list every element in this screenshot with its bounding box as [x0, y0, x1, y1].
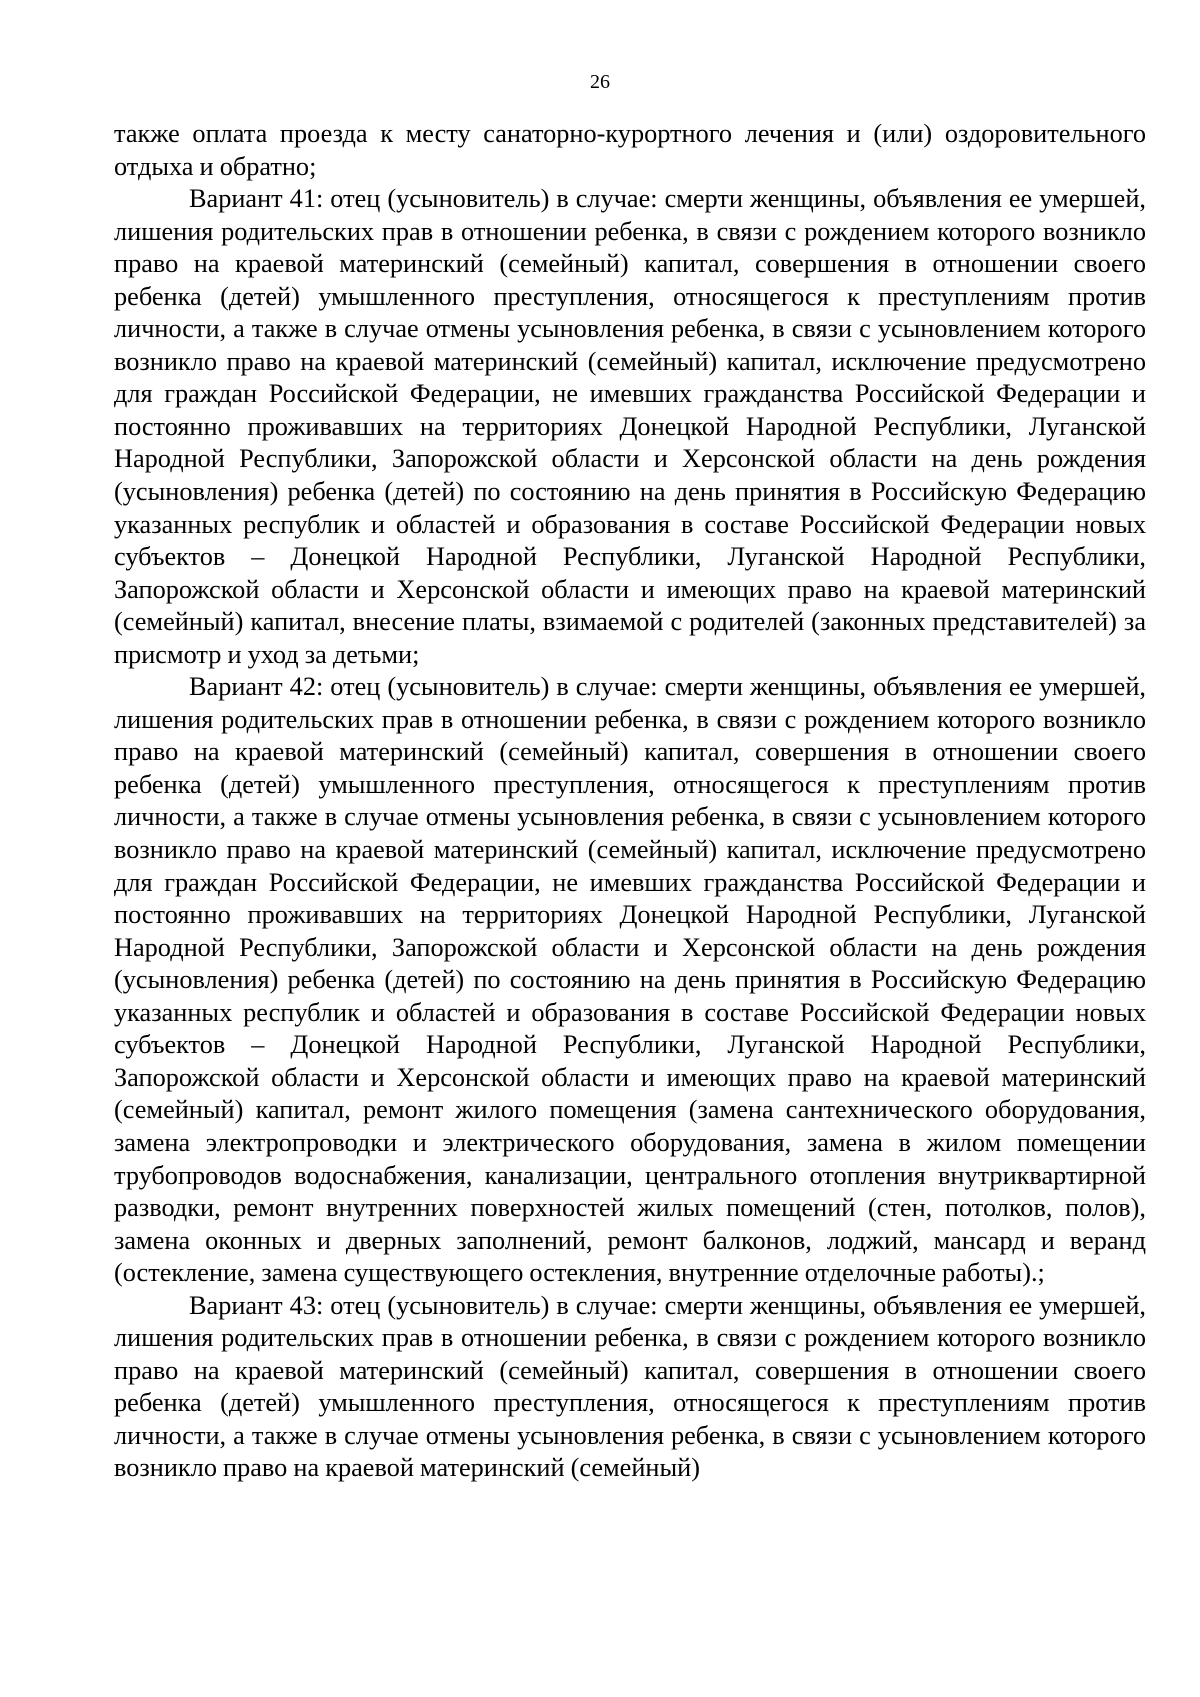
document-body [114, 118, 1146, 1485]
paragraph-variant-43: Вариант 43: отец (усыновитель) в случае: смерти женщины, объявления ее умершей, лишения родительских прав в отношении ребенка, в связи с рождением которого возникло право на краевой материнский (семейный) капитал, совершения в отношении своего ребенка (детей) умышленного преступления, относящегося к преступлениям против личности, а также в случае отмены усыновления ребенка, в связи с усыновлением которого возникло право на краевой материнский (семейный) [114, 1290, 1146, 1483]
paragraph-variant-42: Вариант 42: отец (усыновитель) в случае: смерти женщины, объявления ее умершей, лишения родительских прав в отношении ребенка, в связи с рождением которого возникло право на краевой материнский (семейный) капитал, совершения в отношении своего ребенка (детей) умышленного преступления, относящегося к преступлениям против личности, а также в случае отмены усыновления ребенка, в связи с усыновлением которого возникло право на краевой материнский (семейный) капитал, исключение предусмотрено для граждан Российской Федерации, не имевших гражданства Российской Федерации и постоянно проживавших на территориях Донецкой Народной Республики, Луганской Народной Республики, Запорожской области и Херсонской области на день рождения (усыновления) ребенка (детей) по состоянию на день принятия в Российскую Федерацию указанных республик и областей и образования в составе Российской Федерации новых субъектов – Донецкой Народной Республики, Луганской Народной Республики, Запорожской области и Херсонской области и имеющих право на краевой материнский (семейный) капитал, ремонт жилого помещения (замена сантехнического оборудования, замена электропроводки и электрического оборудования, замена в жилом помещении трубопроводов водоснабжения, канализации, центрального отопления внутриквартирной разводки, ремонт внутренних поверхностей жилых помещений (стен, потолков, полов), замена оконных и дверных заполнений, ремонт балконов, лоджий, мансард и веранд (остекление, замена существующего остекления, внутренние отделочные работы).; [114, 672, 1146, 1288]
page-number: 26 [590, 71, 610, 93]
paragraph-continuation: также оплата проезда к месту санаторно-курортного лечения и (или) оздоровительного отдыха и обратно; [114, 119, 1146, 181]
paragraph-variant-41: Вариант 41: отец (усыновитель) в случае: смерти женщины, объявления ее умершей, лишения родительских прав в отношении ребенка, в связи с рождением которого возникло право на краевой материнский (семейный) капитал, совершения в отношении своего ребенка (детей) умышленного преступления, относящегося к преступлениям против личности, а также в случае отмены усыновления ребенка, в связи с усыновлением которого возникло право на краевой материнский (семейный) капитал, исключение предусмотрено для граждан Российской Федерации, не имевших гражданства Российской Федерации и постоянно проживавших на территориях Донецкой Народной Республики, Луганской Народной Республики, Запорожской области и Херсонской области на день рождения (усыновления) ребенка (детей) по состоянию на день принятия в Российскую Федерацию указанных республик и областей и образования в составе Российской Федерации новых субъектов – Донецкой Народной Республики, Луганской Народной Республики, Запорожской области и Херсонской области и имеющих право на краевой материнский (семейный) капитал, внесение платы, взимаемой с родителей (законных представителей) за присмотр и уход за детьми; [114, 184, 1146, 669]
